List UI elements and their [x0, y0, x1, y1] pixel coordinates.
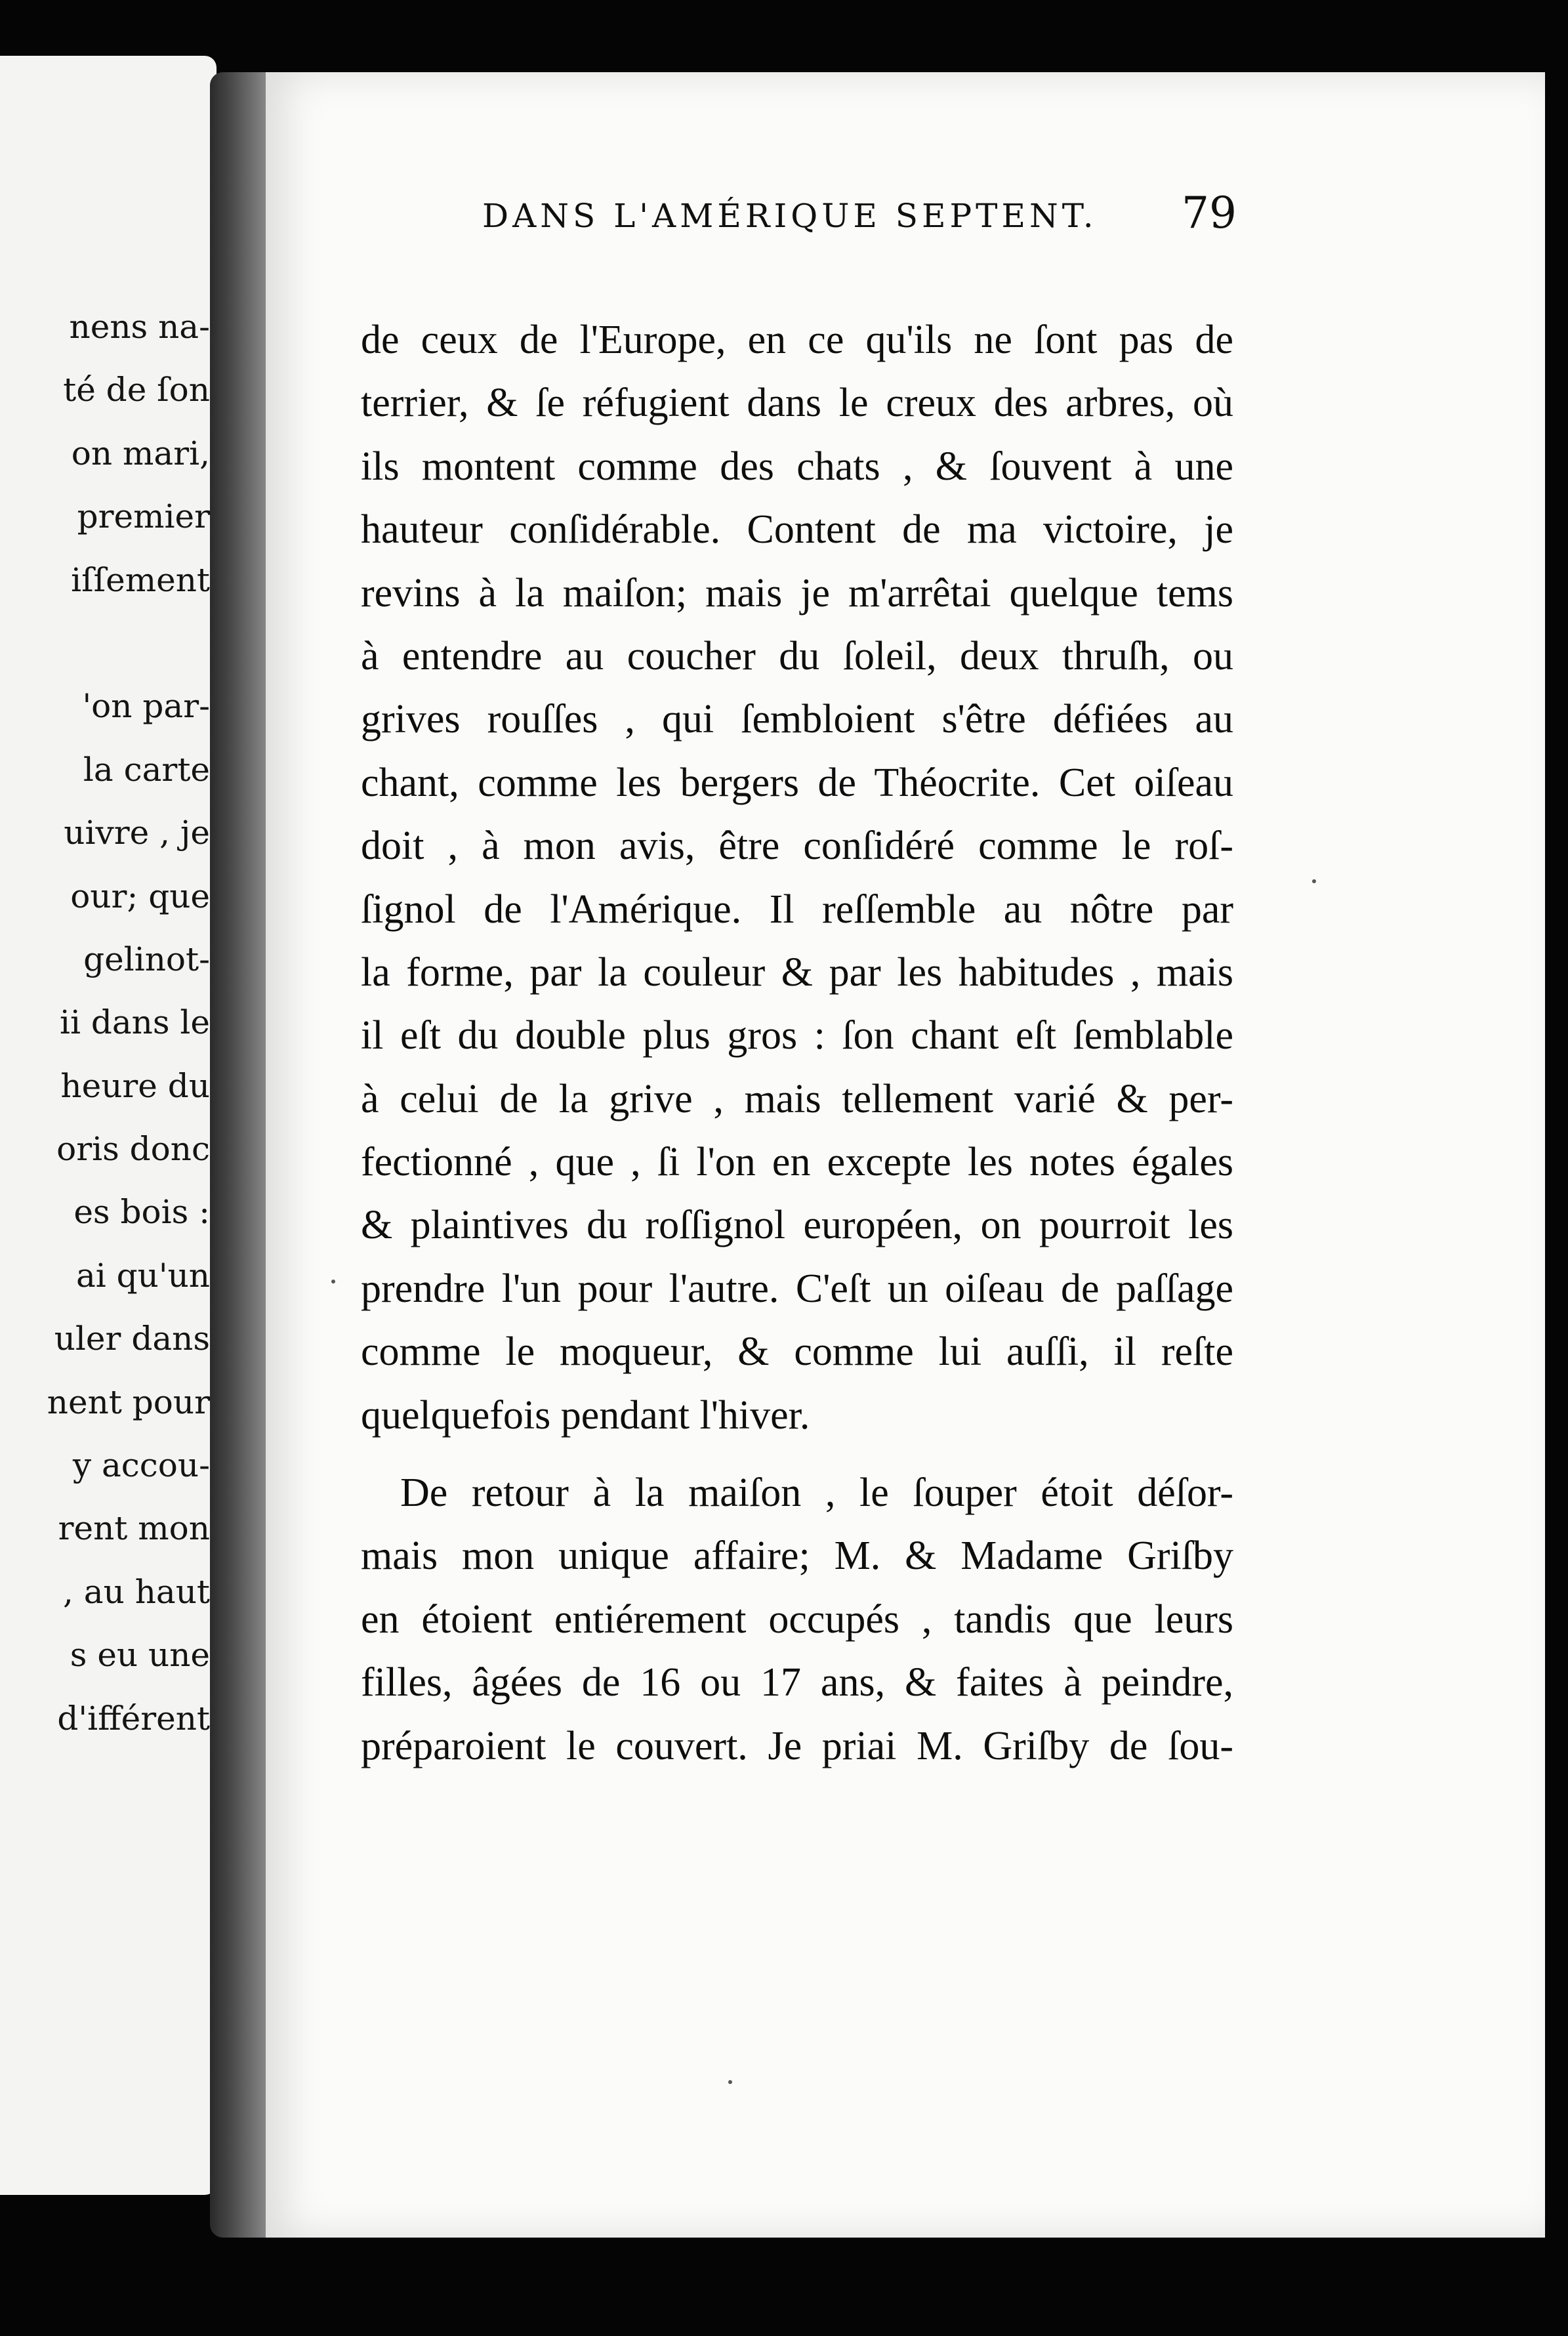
left-page-line: gelinot- [83, 940, 210, 978]
text-line: & plaintives du roſſignol européen, on pourroit les [361, 1203, 1233, 1248]
text-line: doit , à mon avis, être conſidéré comme le roſ- [361, 824, 1233, 869]
text-line: à celui de la grive , mais tellement varié & per- [361, 1076, 1233, 1121]
text-line: hauteur conſidérable. Content de ma victoire, je [361, 507, 1233, 553]
text-line: De retour à la maiſon , le ſouper étoit déſor- [400, 1470, 1233, 1516]
text-line: la forme, par la couleur & par les habitudes , mais [361, 949, 1233, 995]
left-page-line: y accou- [72, 1446, 210, 1485]
left-facing-page [0, 56, 217, 2195]
text-line: comme le moqueur, & comme lui auſſi, il reſte [361, 1329, 1233, 1375]
left-page-line: uler dans [54, 1320, 210, 1358]
left-page-line: rent mon [58, 1509, 210, 1548]
text-line: mais mon unique affaire; M. & Madame Griſby [361, 1533, 1233, 1579]
page-number: 79 [1182, 188, 1237, 238]
left-page-line: nent pour [47, 1383, 210, 1421]
left-page-line [0, 612, 210, 675]
left-page-line: d'ifférent [57, 1699, 210, 1738]
left-page-line: uivre , je [64, 814, 210, 852]
text-line: il eſt du double plus gros : ſon chant eſt ſemblable [361, 1013, 1233, 1058]
text-line: chant, comme les bergers de Théocrite. Cet oiſeau [361, 760, 1233, 805]
text-line: ſignol de l'Amérique. Il reſſemble au nôtre par [361, 886, 1233, 932]
text-line: prendre l'un pour l'autre. C'eſt un oiſeau de paſſage [361, 1266, 1233, 1311]
left-page-line: our; que [70, 877, 210, 915]
text-line: ils montent comme des chats , & ſouvent à une [361, 444, 1233, 489]
left-page-line: es bois : [73, 1193, 210, 1232]
left-page-line: nens na- [69, 308, 210, 346]
text-line: filles, âgées de 16 ou 17 ans, & faites à peindre, [361, 1660, 1233, 1705]
running-header [482, 177, 1237, 249]
left-page-line: , au haut [63, 1572, 210, 1611]
body-text [361, 308, 1233, 1778]
left-page-line: s eu une [70, 1636, 210, 1675]
left-page-line: la carte [83, 750, 210, 789]
text-line: quelquefois pendant l'hiver. [361, 1392, 810, 1438]
paragraph-2 [361, 1461, 1233, 1778]
text-line: terrier, & ſe réfugient dans le creux des arbres, où [361, 381, 1233, 426]
left-page-line: oris donc [56, 1130, 210, 1169]
paragraph-1 [361, 308, 1233, 1447]
text-line: grives rouſſes , qui ſembloient s'être défiées au [361, 697, 1233, 742]
text-line: revins à la maiſon; mais je m'arrêtai quelque tems [361, 570, 1233, 615]
text-line: préparoient le couvert. Je priai M. Griſby de ſou- [361, 1723, 1233, 1768]
left-page-line: té de ſon [63, 371, 210, 409]
running-title: DANS L'AMÉRIQUE SEPTENT. [482, 197, 1098, 235]
left-page-text [0, 295, 210, 1750]
left-page-line: premier [77, 497, 210, 536]
text-line: de ceux de l'Europe, en ce qu'ils ne ſont pas de [361, 318, 1233, 362]
left-page-line: heure du [60, 1066, 210, 1105]
text-line: fectionné , que , ſi l'on en excepte les notes égales [361, 1140, 1233, 1185]
text-line: en étoient entiérement occupés , tandis que leurs [361, 1596, 1233, 1642]
left-page-line: on mari, [71, 434, 210, 472]
left-page-line: ai qu'un [75, 1256, 210, 1295]
left-page-line: 'on par- [82, 687, 210, 726]
left-page-line: iſſement [71, 560, 210, 599]
left-page-line: ii dans le [59, 1003, 210, 1042]
text-line: à entendre au coucher du ſoleil, deux thruſh, ou [361, 633, 1233, 678]
